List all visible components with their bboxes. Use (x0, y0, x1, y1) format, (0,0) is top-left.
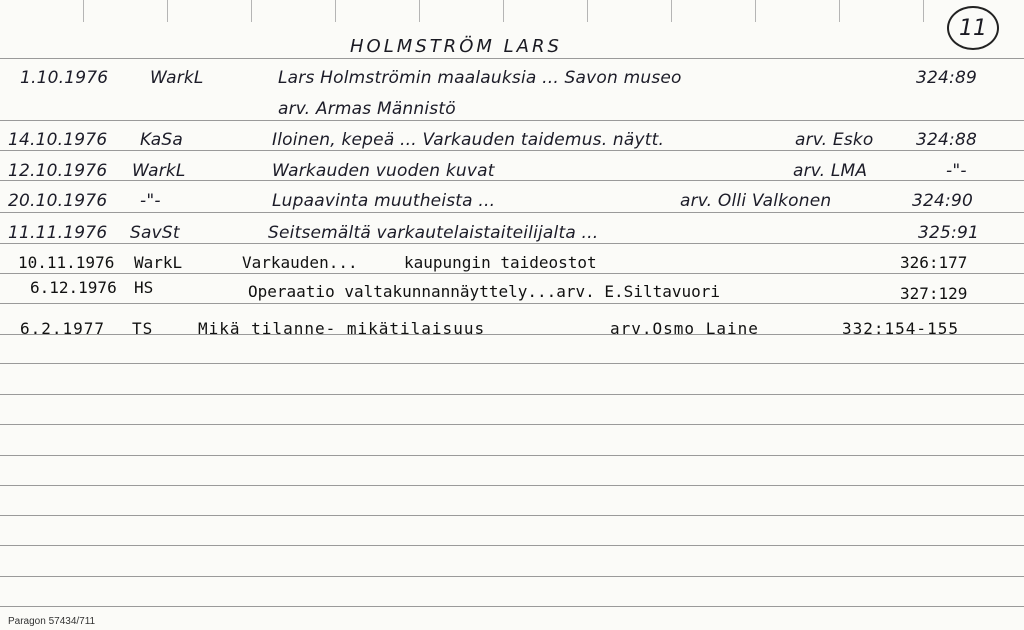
entry-text: Lars Holmströmin maalauksia ... Savon museo (278, 68, 682, 88)
entry-date: 1.10.1976 (20, 68, 109, 88)
entry-ref: 326:177 (900, 253, 968, 272)
entry-ref: 327:129 (900, 284, 968, 303)
card-footer: Paragon 57434/711 (8, 616, 96, 627)
entry-reviewer: arv. Esko (795, 130, 874, 150)
entry-ref: 324:90 (912, 191, 974, 211)
entry-text: Warkauden vuoden kuvat (272, 161, 495, 181)
card-number: 11 (959, 15, 987, 41)
entry-paper: HS (134, 278, 154, 297)
entry-ref: 324:88 (916, 130, 978, 150)
entry-text: Mikä tilanne- mikätilaisuus (198, 319, 486, 338)
card-number-badge (947, 6, 999, 50)
entry-ref: 332:154-155 (842, 319, 959, 338)
entry-ref: 325:91 (918, 223, 980, 243)
entry-paper: TS (132, 319, 154, 338)
entry-paper: WarkL (132, 161, 186, 181)
entry-paper: WarkL (150, 68, 204, 88)
entry-paper: KaSa (140, 130, 183, 150)
entry-reviewer: arv.Osmo Laine (610, 319, 759, 338)
entry-text-continued: kaupungin taideostot (404, 253, 597, 272)
entry-text: Iloinen, kepeä ... Varkauden taidemus. näytt. (272, 130, 665, 150)
entry-date: 6.2.1977 (20, 319, 106, 338)
entry-date: 11.11.1976 (8, 223, 108, 243)
entry-date: 10.11.1976 (18, 253, 115, 272)
entry-paper: -"- (140, 191, 161, 211)
entry-ref: -"- (946, 161, 967, 181)
entry-ref: 324:89 (916, 68, 978, 88)
entry-text: Seitsemältä varkautelaistaiteilijalta ... (268, 223, 599, 243)
entry-text: Lupaavinta muutheista ... (272, 191, 496, 211)
entry-date: 6.12.1976 (30, 278, 117, 297)
entry-paper: WarkL (134, 253, 183, 272)
entry-text: Operaatio valtakunnannäyttely...arv. E.Siltavuori (248, 282, 721, 301)
entry-text: Varkauden... (242, 253, 358, 272)
entry-paper: SavSt (130, 223, 180, 243)
entry-reviewer: arv. LMA (793, 161, 868, 181)
entry-date: 12.10.1976 (8, 161, 108, 181)
entry-reviewer: arv. Olli Valkonen (680, 191, 832, 211)
entry-text: arv. Armas Männistö (278, 99, 456, 119)
entry-date: 20.10.1976 (8, 191, 108, 211)
card-heading: HOLMSTRÖM LARS (350, 36, 562, 57)
entry-date: 14.10.1976 (8, 130, 108, 150)
